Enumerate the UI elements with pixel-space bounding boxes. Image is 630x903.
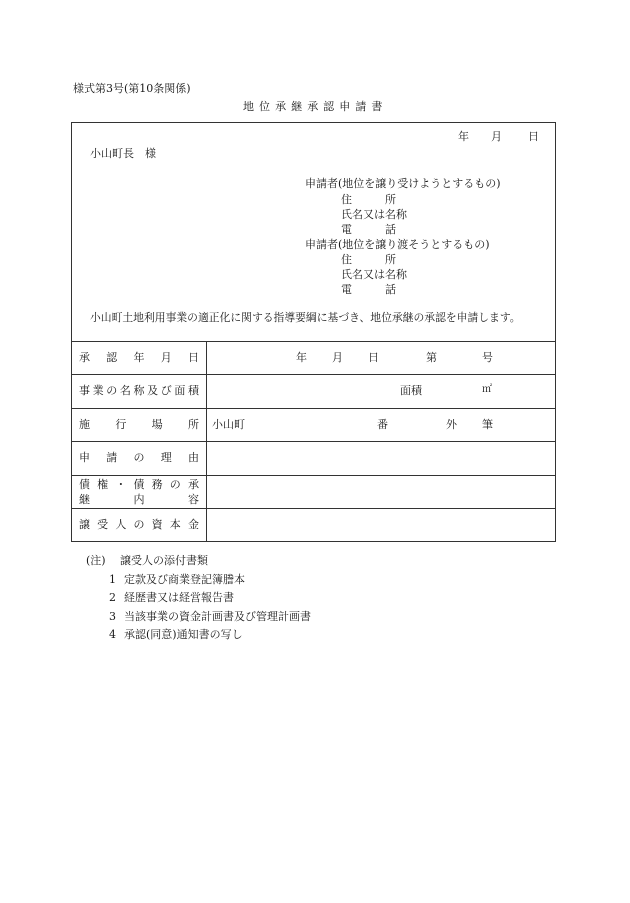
assignor-address-label: 住 所 [341,253,396,266]
project-label: 事 業 の 名 称 及 び 面 積 [79,384,199,397]
note-item-text: 定款及び商業登記簿謄本 [124,573,245,586]
note-item-number: 1 [109,573,116,586]
notes-prefix: (注) [86,554,106,567]
notes-heading: 譲受人の添付書類 [120,554,208,567]
assignor-name-label: 氏名又は名称 [341,268,407,281]
assignee-address-label: 住 所 [341,193,396,206]
date-year: 年 [458,130,469,143]
document-title: 地 位 承 継 承 認 申 請 書 [243,100,387,113]
succession-label-line1: 債 権 ・ 債 務 の 承 [79,478,199,491]
area-label: 面積 [400,384,422,397]
table-top-rule [71,341,556,342]
area-unit: ㎡ [482,384,492,395]
row-rule [71,508,556,509]
assignee-phone-label: 電 話 [341,223,396,236]
assignee-name-label: 氏名又は名称 [341,208,407,221]
date-month: 月 [491,130,502,143]
lot-other-label: 外 [446,418,457,431]
succession-label-line2: 継 内 容 [79,493,199,506]
form-number: 様式第3号(第10条関係) [73,82,191,95]
approval-year: 年 [296,351,307,364]
date-day: 日 [528,130,539,143]
note-item-text: 経歴書又は経営報告書 [124,591,234,604]
approval-day: 日 [368,351,379,364]
capital-label: 譲 受 人 の 資 本 金 [79,518,199,531]
lot-count-label: 筆 [482,418,493,431]
note-item-text: 当該事業の資金計画書及び管理計画書 [124,610,311,623]
location-label: 施 行 場 所 [79,418,199,431]
assignee-label: 申請者(地位を譲り受けようとするもの) [305,177,501,190]
row-rule [71,374,556,375]
application-statement: 小山町土地利用事業の適正化に関する指導要綱に基づき、地位承継の承認を申請します。 [90,311,521,324]
approval-date-label: 承 認 年 月 日 [79,351,199,364]
approval-month: 月 [332,351,343,364]
note-item-number: 4 [109,628,116,641]
column-rule [206,341,207,541]
row-rule [71,441,556,442]
note-item-number: 3 [109,610,116,623]
assignor-phone-label: 電 話 [341,283,396,296]
approval-number-prefix: 第 [426,351,437,364]
row-rule [71,408,556,409]
reason-label: 申 請 の 理 由 [79,451,199,464]
row-rule [71,475,556,476]
note-item-text: 承認(同意)通知書の写し [124,628,243,641]
lot-number-label: 番 [377,418,388,431]
note-item-number: 2 [109,591,116,604]
approval-number-suffix: 号 [482,351,493,364]
assignor-label: 申請者(地位を譲り渡そうとするもの) [305,238,490,251]
addressee: 小山町長 様 [90,147,156,160]
location-town: 小山町 [212,418,245,431]
